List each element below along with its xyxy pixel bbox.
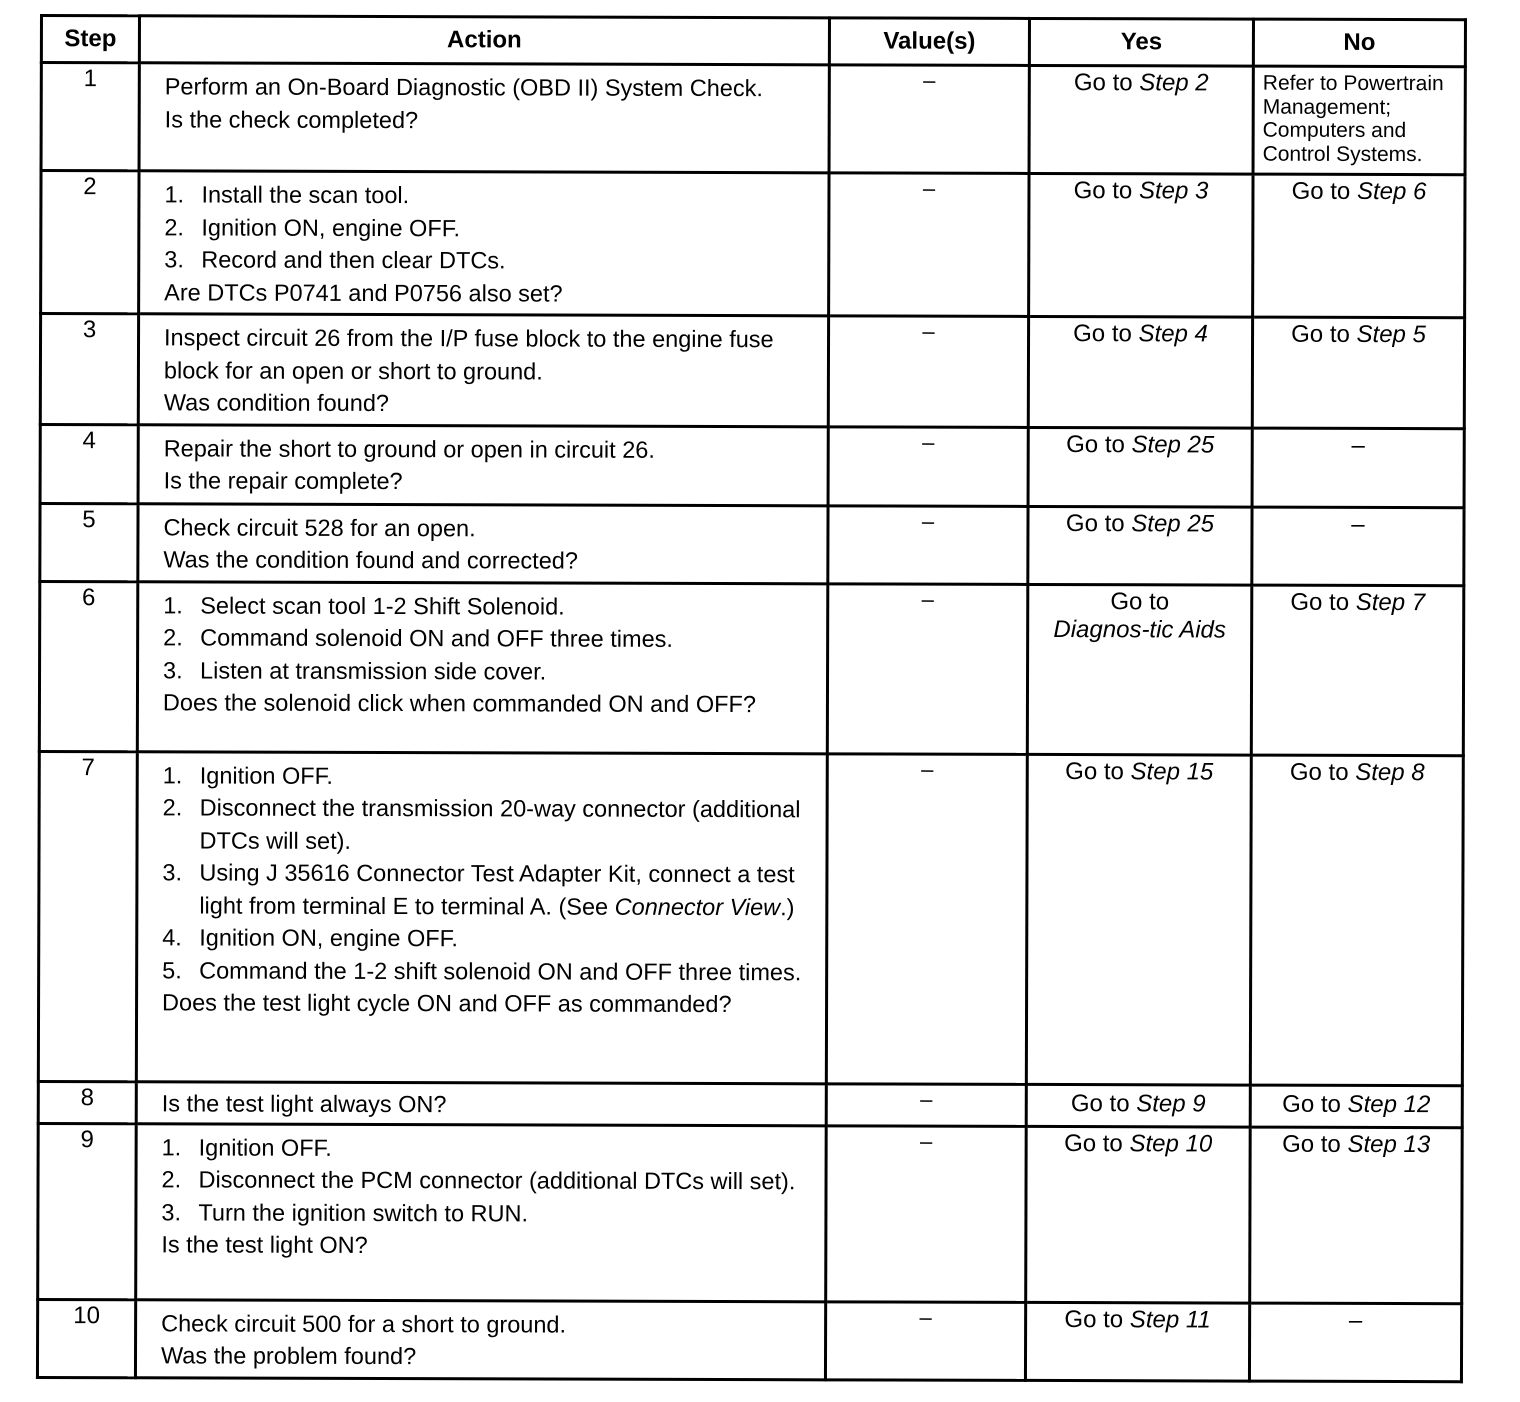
table-row	[39, 581, 1463, 755]
action-cell	[138, 314, 828, 427]
header-action: Action	[139, 16, 829, 65]
table-row	[40, 424, 1464, 507]
value-cell: –	[826, 753, 1027, 1084]
value-cell: –	[828, 426, 1028, 506]
step-number: 5	[40, 503, 138, 581]
no-target: Step 6	[1356, 177, 1427, 206]
action-cell	[136, 1123, 827, 1301]
action-question: Was condition found?	[163, 389, 390, 417]
action-text: Check circuit 500 for a short to ground.	[161, 1309, 567, 1338]
yes-prefix: Go to	[1073, 320, 1139, 348]
value-cell: –	[826, 1125, 1027, 1302]
yes-prefix: Go to	[1064, 1305, 1130, 1333]
action-item: 1. Install the scan tool.	[164, 181, 410, 209]
value-cell: –	[828, 316, 1028, 427]
header-row	[41, 16, 1465, 67]
table-row	[38, 1123, 1463, 1303]
diagnostic-table	[36, 14, 1467, 1383]
action-cell	[138, 503, 828, 583]
action-item: 4. Ignition ON, engine OFF.	[162, 924, 458, 952]
table-row	[41, 63, 1465, 175]
no-target: Step 5	[1356, 320, 1426, 349]
no-prefix: Go to	[1291, 320, 1357, 348]
yes-prefix: Go to	[1110, 587, 1170, 615]
table-row	[37, 1299, 1461, 1381]
action-item: 3. Listen at transmission side cover.	[163, 656, 547, 685]
no-cell: –	[1249, 1303, 1461, 1382]
action-question: Was the problem found?	[160, 1342, 417, 1370]
header-step: Step	[41, 16, 139, 63]
value-cell: –	[829, 65, 1029, 174]
no-target: Step 12	[1347, 1090, 1431, 1119]
yes-prefix: Go to	[1073, 69, 1140, 97]
yes-target: Step 25	[1131, 430, 1215, 458]
yes-target: Step 10	[1129, 1129, 1213, 1157]
yes-cell	[1029, 173, 1253, 317]
yes-target: Step 2	[1139, 69, 1209, 97]
action-question: Was the condition found and corrected?	[163, 546, 578, 574]
action-item: 3. Record and then clear DTCs.	[164, 246, 506, 274]
table-row	[38, 751, 1463, 1085]
yes-prefix: Go to	[1065, 509, 1132, 537]
no-cell	[1251, 585, 1464, 756]
value-cell: –	[825, 1301, 1025, 1380]
header-yes: Yes	[1029, 18, 1253, 66]
header-no: No	[1253, 19, 1465, 67]
header-values: Value(s)	[829, 18, 1029, 66]
action-cell	[139, 171, 829, 316]
action-text: Repair the short to ground or open in circuit 26.	[163, 434, 655, 463]
action-question: Is the check completed?	[164, 105, 419, 133]
yes-cell	[1028, 427, 1252, 507]
no-target: Step 8	[1355, 758, 1425, 786]
value-cell: –	[826, 1083, 1026, 1126]
yes-target: Step 25	[1131, 509, 1215, 537]
yes-target: Diagnos-tic Aids	[1053, 615, 1226, 644]
action-item: 2. Disconnect the transmission 20-way connector (additional DTCs will set).	[162, 794, 801, 854]
yes-prefix: Go to	[1073, 177, 1140, 205]
action-item: 2. Ignition ON, engine OFF.	[164, 213, 461, 241]
action-cell	[136, 751, 827, 1083]
action-question: Is the test light always ON?	[161, 1089, 447, 1117]
action-item: 1. Ignition OFF.	[162, 761, 334, 789]
yes-cell	[1028, 506, 1252, 585]
table-row	[40, 503, 1464, 585]
value-cell: –	[827, 583, 1028, 754]
yes-cell	[1028, 316, 1252, 427]
step-number: 1	[41, 63, 139, 171]
action-item: 5. Command the 1-2 shift solenoid ON and OFF three times.	[162, 956, 802, 985]
action-item: 2. Command solenoid ON and OFF three times.	[163, 624, 673, 652]
no-cell	[1252, 317, 1464, 428]
action-item: 3. Using J 35616 Connector Test Adapter Kit, connect a test light from terminal E to terminal A. (See Connector View.)	[162, 859, 795, 920]
action-question: Does the solenoid click when commanded ON and OFF?	[162, 689, 757, 718]
action-text: Inspect circuit 26 from the I/P fuse block to the engine fuse block for an open or short to ground.	[163, 324, 774, 384]
no-cell	[1250, 755, 1463, 1086]
no-cell	[1250, 1085, 1462, 1128]
action-cell	[136, 1081, 826, 1125]
yes-cell	[1025, 1302, 1249, 1381]
step-number: 6	[39, 581, 138, 751]
action-cell	[135, 1299, 825, 1379]
action-question: Does the test light cycle ON and OFF as commanded?	[162, 989, 732, 1018]
yes-cell	[1026, 1126, 1251, 1303]
no-prefix: Go to	[1289, 758, 1356, 786]
yes-prefix: Go to	[1066, 430, 1132, 458]
no-prefix: Go to	[1290, 588, 1356, 616]
yes-target: Step 15	[1130, 757, 1214, 785]
step-number: 7	[38, 751, 137, 1081]
yes-target: Step 4	[1138, 320, 1208, 348]
action-text: Perform an On-Board Diagnostic (OBD II) System Check.	[164, 73, 763, 102]
table-row	[41, 171, 1465, 318]
step-number: 8	[38, 1081, 136, 1123]
action-cell	[139, 63, 829, 173]
action-item: 2. Disconnect the PCM connector (additional DTCs will set).	[161, 1166, 796, 1195]
yes-target: Step 11	[1129, 1305, 1211, 1333]
no-cell	[1250, 1127, 1463, 1304]
no-target: Step 13	[1347, 1130, 1431, 1158]
no-prefix: Go to	[1282, 1090, 1348, 1118]
no-prefix: Go to	[1291, 177, 1358, 205]
action-question: Is the repair complete?	[163, 467, 403, 495]
no-cell	[1253, 174, 1465, 318]
no-target: Step 7	[1355, 588, 1426, 616]
action-question: Is the test light ON?	[161, 1231, 368, 1258]
action-cell	[138, 424, 828, 505]
yes-prefix: Go to	[1064, 1129, 1130, 1157]
step-number: 3	[40, 314, 138, 425]
table-row	[38, 1081, 1462, 1127]
value-cell: –	[829, 173, 1029, 317]
yes-prefix: Go to	[1065, 757, 1131, 785]
yes-prefix: Go to	[1070, 1090, 1137, 1118]
no-prefix: Go to	[1282, 1130, 1348, 1158]
table-row	[40, 314, 1464, 429]
yes-cell	[1029, 65, 1253, 174]
action-item: 1. Ignition OFF.	[161, 1133, 332, 1161]
no-cell: –	[1252, 428, 1464, 508]
step-number: 2	[41, 171, 139, 314]
action-text: Check circuit 528 for an open.	[163, 513, 476, 541]
yes-target: Step 3	[1138, 177, 1209, 205]
no-cell: –	[1252, 507, 1464, 586]
action-item: 1. Select scan tool 1-2 Shift Solenoid.	[163, 591, 565, 620]
step-number: 9	[38, 1123, 137, 1299]
yes-cell	[1026, 1084, 1250, 1127]
no-cell: Refer to Powertrain Management; Computers and Control Systems.	[1253, 66, 1465, 175]
action-item: 3. Turn the ignition switch to RUN.	[161, 1198, 529, 1226]
yes-target: Step 9	[1136, 1090, 1206, 1118]
diagnostic-table-sheet	[36, 14, 1468, 1383]
yes-cell	[1027, 584, 1252, 755]
step-number: 4	[40, 424, 138, 503]
value-cell: –	[828, 505, 1028, 584]
action-question: Are DTCs P0741 and P0756 also set?	[164, 278, 563, 307]
action-cell	[137, 581, 828, 753]
step-number: 10	[37, 1299, 135, 1377]
yes-cell	[1026, 754, 1251, 1085]
